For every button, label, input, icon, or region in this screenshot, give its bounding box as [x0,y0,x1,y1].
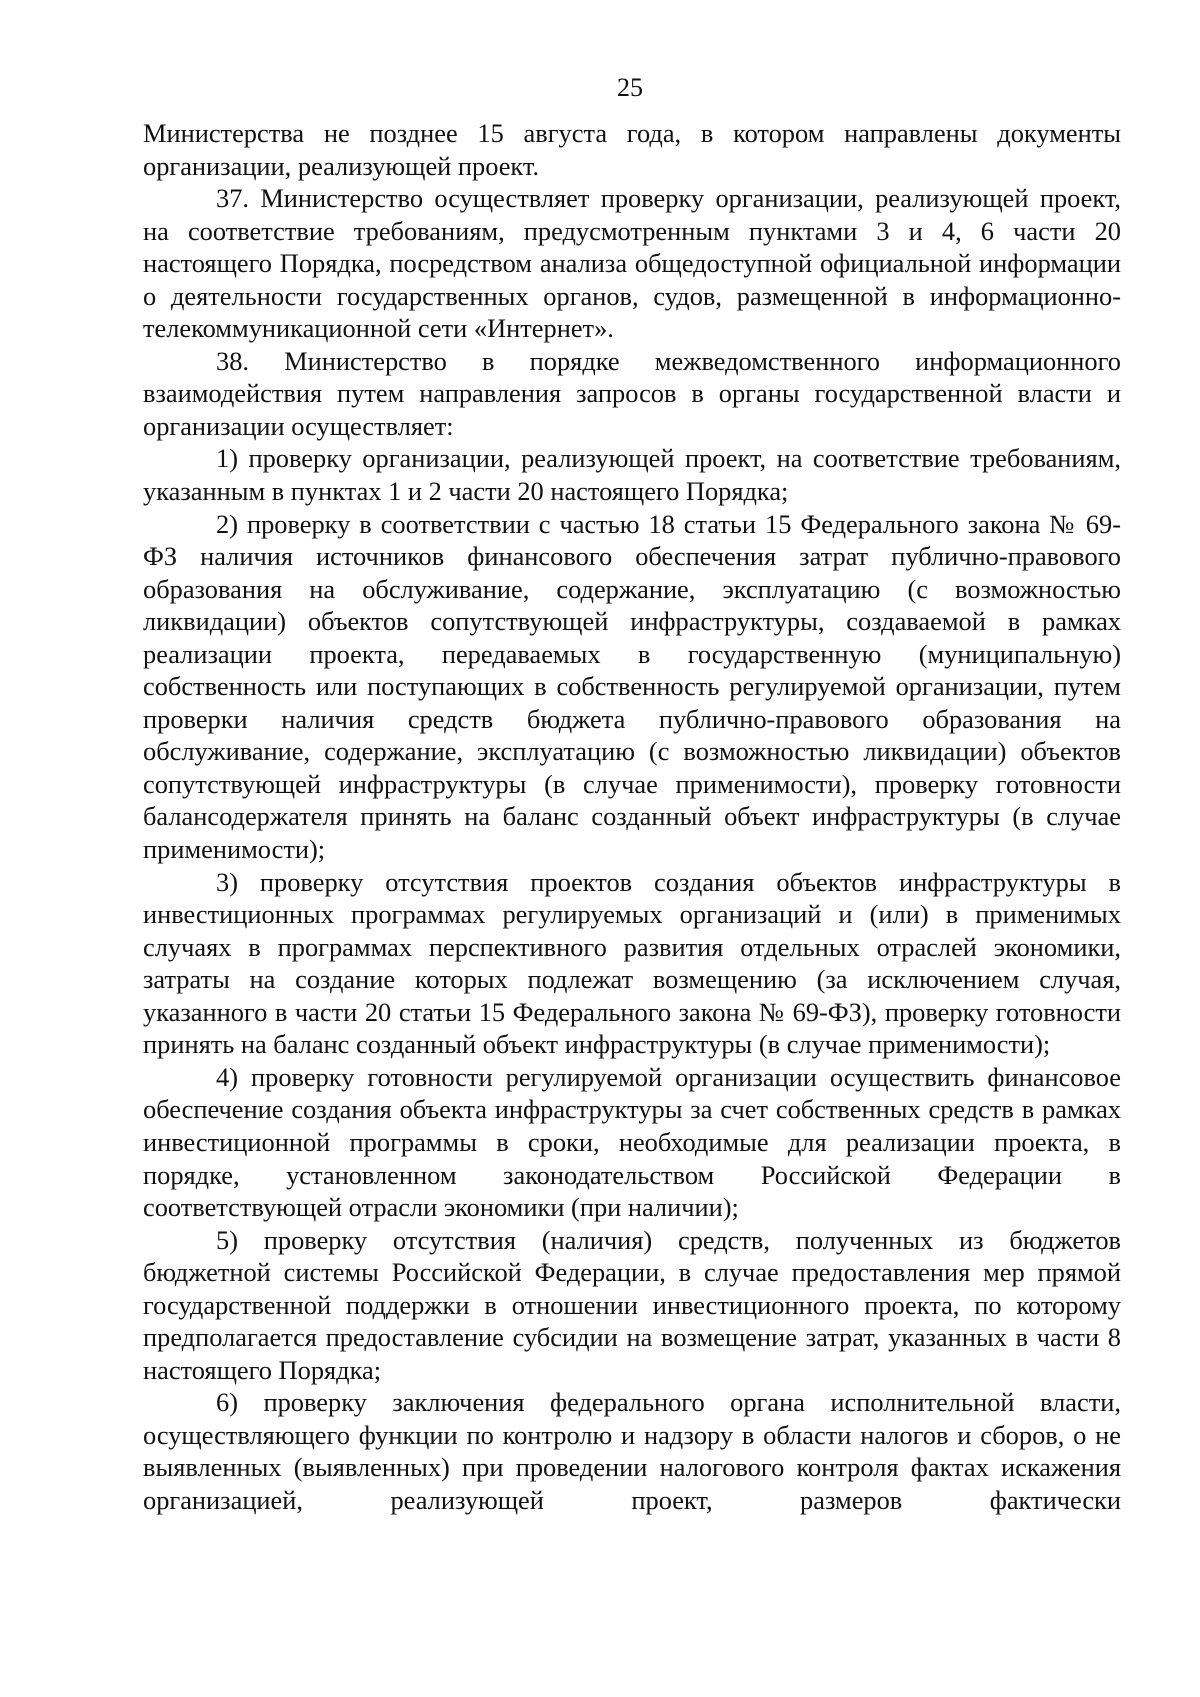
paragraph-continuation: Министерства не позднее 15 августа года, в котором направлены документы организации, реализующей проект. [143,118,1121,181]
page-number: 25 [617,73,643,102]
paragraph-38-item-1: 1) проверку организации, реализующей проект, на соответствие требованиям, указанным в пунктах 1 и 2 части 20 настоящего Порядка; [143,443,1121,507]
paragraph-38-item-5: 5) проверку отсутствия (наличия) средств, полученных из бюджетов бюджетной системы Российской Федерации, в случае предоставления мер прямой государственной поддержки в отношении инвестиционного проекта, по которому предполагается предоставление субсидии на возмещение затрат, указанных в части 8 настоящего Порядка; [143,1224,1121,1385]
paragraph-38-item-4: 4) проверку готовности регулируемой организации осуществить финансовое обеспечение создания объекта инфраструктуры за счет собственных средств в рамках инвестиционной программы в сроки, необходимые для реализации проекта, в порядке, установленном законодательством Российской Федерации в соответствующей отрасли экономики (при наличии); [143,1061,1121,1223]
paragraph-38-item-6: 6) проверку заключения федерального органа исполнительной власти, осуществляющего функции по контролю и надзору в области налогов и сборов, о не выявленных (выявленных) при проведении налогового контроля фактах искажения организацией, реализующей проект, размеров фактически [143,1387,1121,1515]
paragraph-37: 37. Министерство осуществляет проверку организации, реализующей проект, на соответствие требованиям, предусмотренным пунктами 3 и 4, 6 части 20 настоящего Порядка, посредством анализа общедоступной официальной информации о деятельности государственных органов, судов, размещенной в информационно-телекоммуникационной сети «Интернет». [143,183,1121,344]
document-body [143,117,1121,1517]
paragraph-38-item-3: 3) проверку отсутствия проектов создания объектов инфраструктуры в инвестиционных программах регулируемых организаций и (или) в применимых случаях в программах перспективного развития отдельных отраслей экономики, затраты на создание которых подлежат возмещению (за исключением случая, указанного в части 20 статьи 15 Федерального закона № 69-ФЗ), проверку готовности принять на баланс созданный объект инфраструктуры (в случае применимости); [143,866,1121,1060]
paragraph-38: 38. Министерство в порядке межведомственного информационного взаимодействия путем направления запросов в органы государственной власти и организации осуществляет: [143,345,1121,441]
paragraph-38-item-2: 2) проверку в соответствии с частью 18 статьи 15 Федерального закона № 69-ФЗ наличия источников финансового обеспечения затрат публично-правового образования на обслуживание, содержание, эксплуатацию (с возможностью ликвидации) объектов сопутствующей инфраструктуры, создаваемой в рамках реализации проекта, передаваемых в государственную (муниципальную) собственность или поступающих в собственность регулируемой организации, путем проверки наличия средств бюджета публично-правового образования на обслуживание, содержание, эксплуатацию (с возможностью ликвидации) объектов сопутствующей инфраструктуры (в случае применимости), проверку готовности балансодержателя принять на баланс созданный объект инфраструктуры (в случае применимости); [143,508,1121,865]
